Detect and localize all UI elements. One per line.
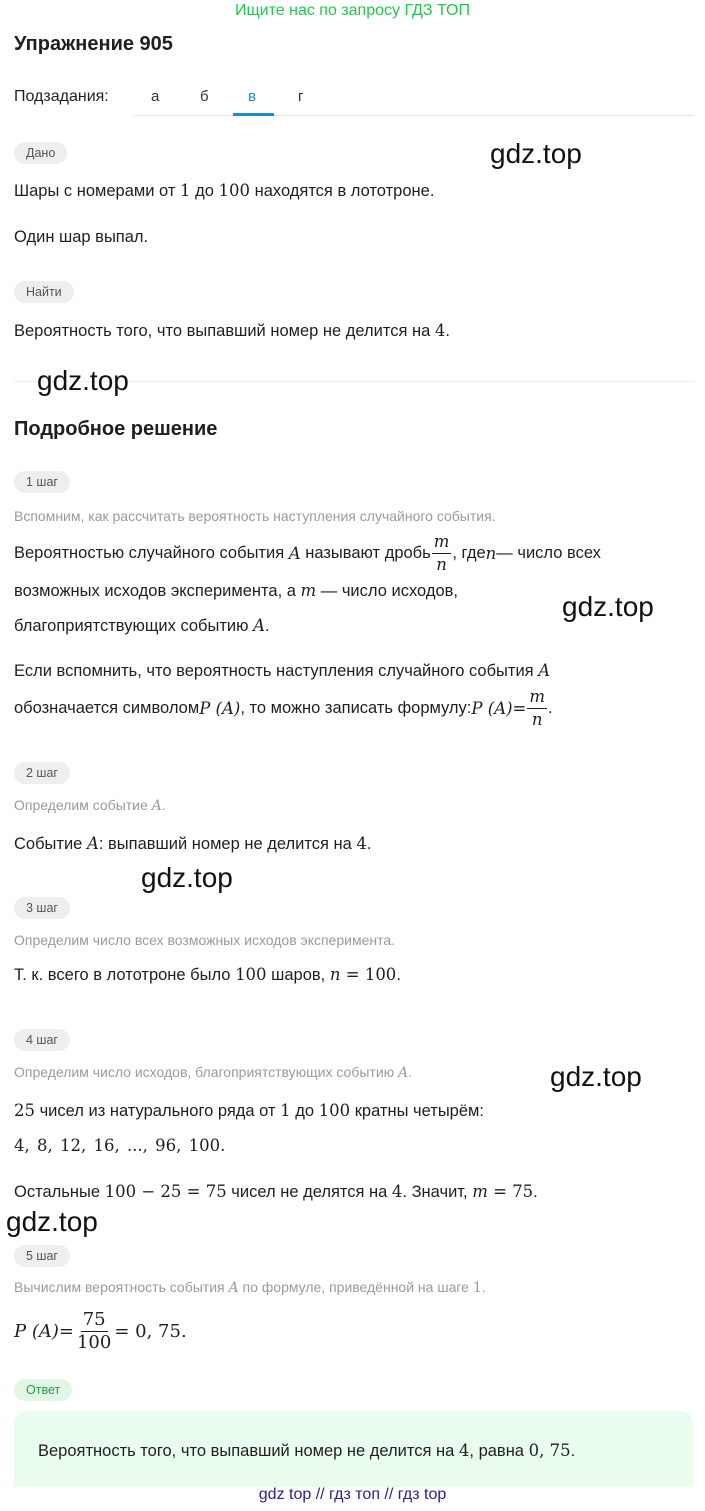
watermark: gdz.top [6,1206,98,1237]
subtask-tab-a[interactable]: а [151,88,160,105]
watermark: gdz.top [37,365,129,396]
answer-text: Вероятность того, что выпавший номер не делится на 4, равна 0, 75. [38,1441,576,1460]
step-1-line-4: Если вспомнить, что вероятность наступления случайного события A [14,661,551,680]
step-4-line-1: 25 чисел из натурального ряда от 1 до 100 кратны четырём: [14,1101,484,1120]
step-4-line-3: Остальные 100 − 25 = 75 чисел не делятся на 4. Значит, m = 75. [14,1182,538,1201]
solution-title: Подробное решение [14,418,218,440]
step-1-line-2: возможных исходов эксперимента, а m — число исходов, [14,581,458,600]
watermark: gdz.top [141,862,233,893]
step-1-line-3: благоприятствующих событию A. [14,616,270,635]
step-4-hint: Определим число исходов, благоприятствующих событию A. [14,1064,413,1081]
step-3-line: Т. к. всего в лототроне было 100 шаров, n = 100. [14,965,401,984]
given-line-1: Шары с номерами от 1 до 100 находятся в лототроне. [14,181,435,200]
result-fraction: $\frac{75}{100}$ [76,1308,112,1353]
step-2-hint: Определим событие A. [14,797,166,814]
formula-fraction: $\frac{m}{n}$ [529,686,546,729]
watermark: gdz.top [562,591,654,622]
watermark: gdz.top [490,138,582,169]
answer-pill: Ответ [14,1379,72,1401]
subtasks-divider [134,115,694,116]
fraction-m-over-n: $\frac{m}{n}$ [433,531,450,574]
step-1-pill: 1 шаг [14,471,70,493]
step-1-line-5: обозначается символом P (A) , то можно записать формулу: P (A) = $\frac{m}{n}$ . [14,686,553,729]
watermark: gdz.top [550,1061,642,1092]
subtask-tab-g[interactable]: г [298,88,304,105]
active-tab-indicator [233,113,274,116]
find-line: Вероятность того, что выпавший номер не делится на 4. [14,321,450,340]
step-4-pill: 4 шаг [14,1029,70,1051]
subtask-tab-b[interactable]: б [200,88,209,105]
given-line-2: Один шар выпал. [14,228,149,246]
page-title: Упражнение 905 [14,33,173,55]
find-pill: Найти [14,281,74,303]
step-2-pill: 2 шаг [14,762,70,784]
footer-links[interactable]: gdz top // гдз топ // гдз top [258,1486,447,1503]
step-4-sequence: 4, 8, 12, 16, ..., 96, 100. [14,1136,226,1155]
given-pill: Дано [14,142,67,164]
subtasks-label: Подзадания: [14,88,109,105]
step-1-hint: Вспомним, как рассчитать вероятность наступления случайного события. [14,508,496,524]
step-5-hint: Вычислим вероятность события A по формуле, приведённой на шаге 1. [14,1279,486,1296]
search-banner[interactable]: Ищите нас по запросу ГДЗ ТОП [235,2,470,19]
step-3-hint: Определим число всех возможных исходов эксперимента. [14,932,396,948]
step-5-formula: P (A) = $\frac{75}{100}$ = 0, 75. [14,1308,187,1353]
step-5-pill: 5 шаг [14,1245,70,1267]
step-2-line: Событие A: выпавший номер не делится на 4. [14,834,372,853]
step-1-line-1: Вероятностью случайного события A называют дробь $\frac{m}{n}$ , где n — число всех [14,531,601,574]
subtask-tab-v[interactable]: в [248,88,256,105]
step-3-pill: 3 шаг [14,897,70,919]
